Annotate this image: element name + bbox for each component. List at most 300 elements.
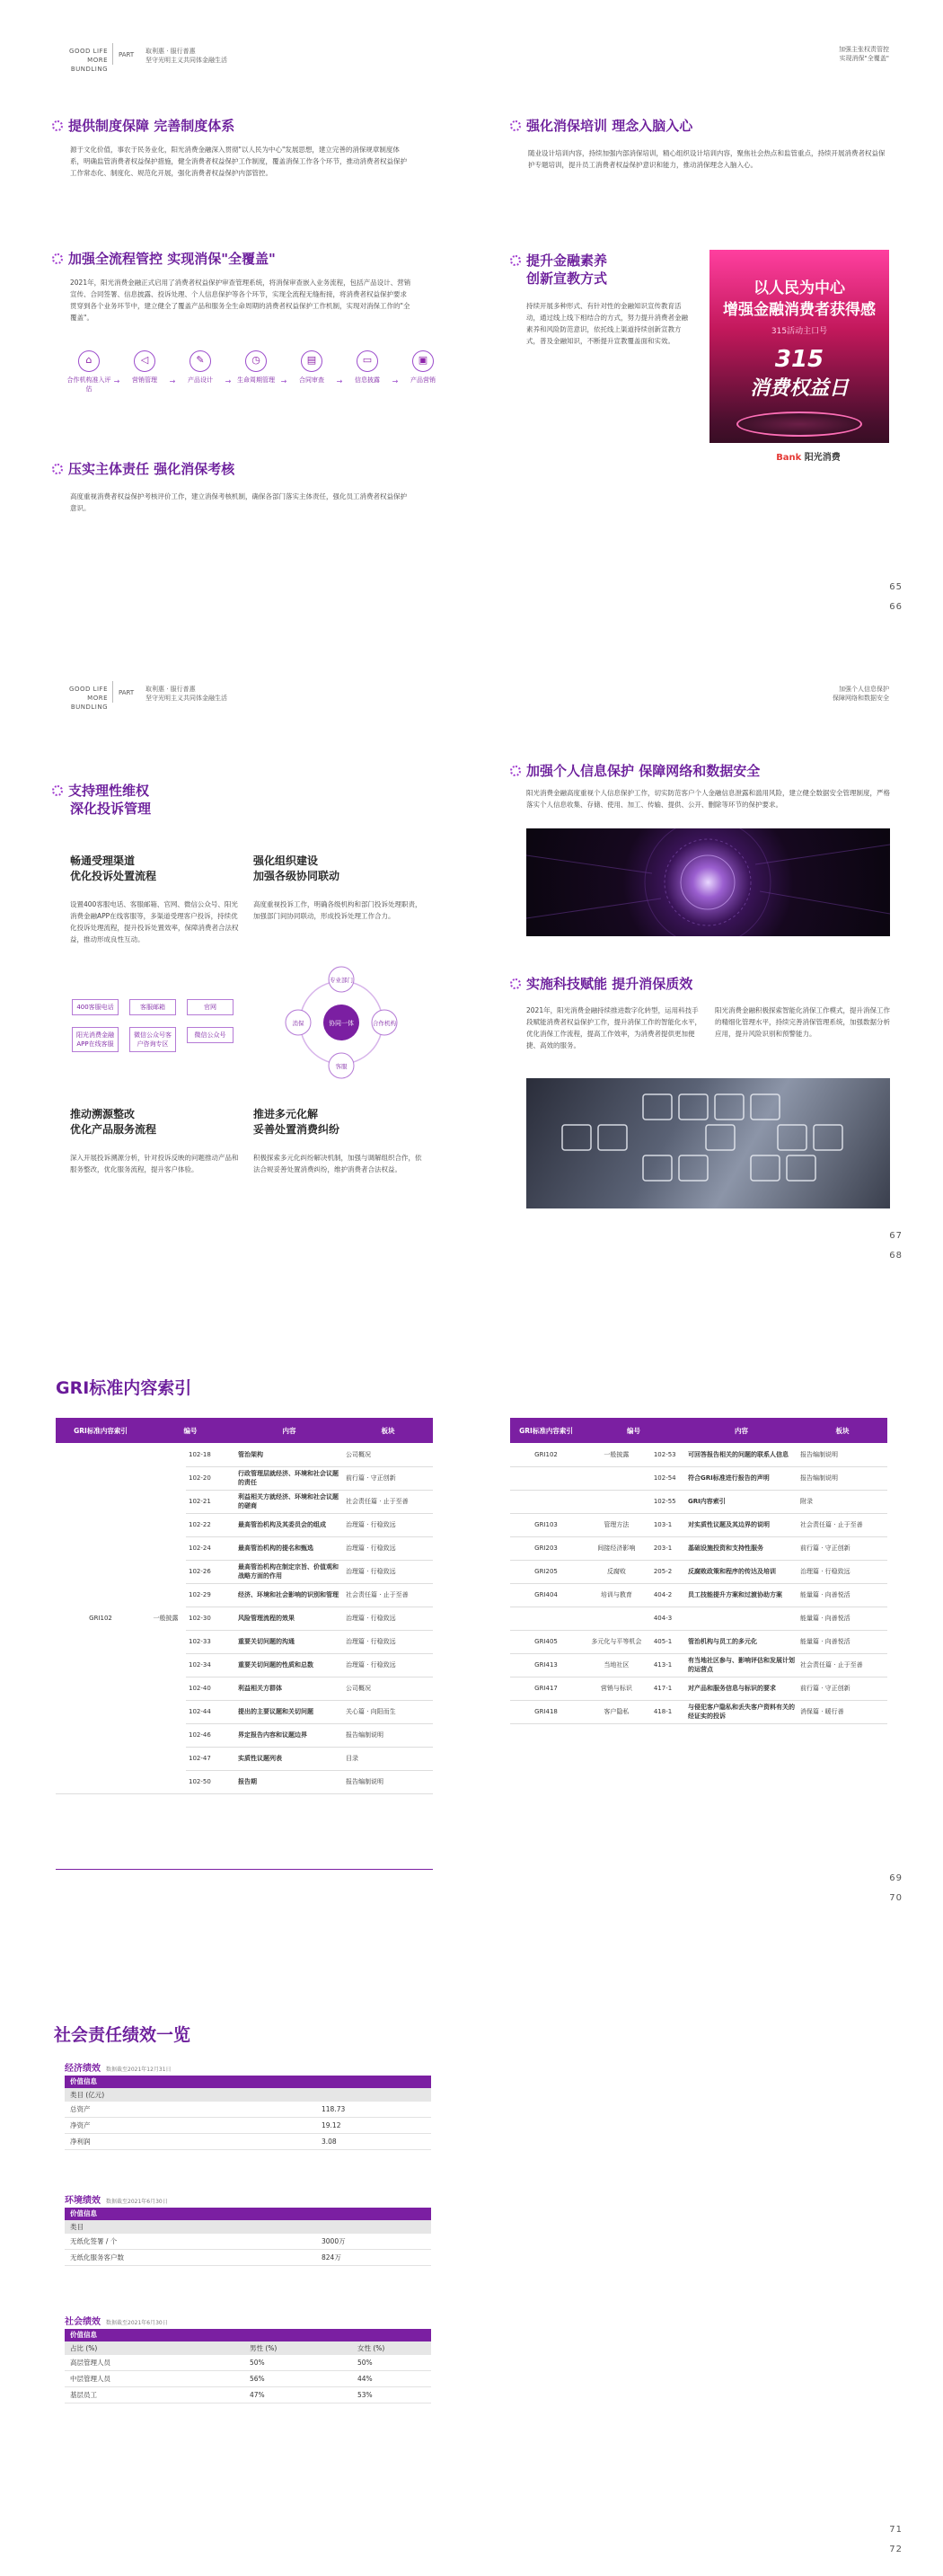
env-heading <box>65 2192 168 2206</box>
cell: 治理篇 · 行稳致远 <box>343 1607 433 1630</box>
soc-heading <box>65 2314 168 2327</box>
cell: 102-54 <box>651 1466 685 1490</box>
dot-icon <box>52 120 63 131</box>
cell: 对实质性议题及其边界的说明 <box>685 1513 798 1536</box>
collaboration-ring <box>269 960 413 1085</box>
cell: 治理篇 · 行稳致远 <box>343 1513 433 1536</box>
process-flow <box>66 350 445 394</box>
cell <box>510 1466 582 1490</box>
cell: GRI103 <box>510 1513 582 1536</box>
table-row <box>510 1630 887 1653</box>
screen-icon: ▭ <box>357 350 378 372</box>
block-text: 高度重视投诉工作，明确各级机构和部门投诉处理职责，加强部门间协同联动，形成投诉处理工作合力。 <box>253 900 422 920</box>
cell: 员工技能提升方案和过渡协助方案 <box>685 1583 798 1607</box>
section-title-text: 加强全流程管控 实现消保"全覆盖" <box>68 251 276 267</box>
block-text: 深入开展投诉溯源分析，针对投诉反映的问题推动产品和服务整改，优化服务流程，提升客户体验。 <box>70 1154 239 1173</box>
env-head <box>65 2220 431 2234</box>
flow-step-label: 产品设计 <box>188 376 213 384</box>
cell: 50% <box>357 2359 373 2367</box>
gri-group: GRI102 <box>56 1443 145 1793</box>
cell: 总资产 <box>70 2105 91 2113</box>
cell: GRI418 <box>510 1700 582 1723</box>
poster-sub: 315活动主口号 <box>771 327 828 336</box>
gri-subgroup: 一般披露 <box>145 1443 186 1793</box>
section-b: 坚守光明主义共同体金融生活 <box>145 57 227 64</box>
cell: 社会责任篇 · 止于至善 <box>798 1513 887 1536</box>
cell: 3000万 <box>322 2237 346 2245</box>
soc-cap: 价值信息 <box>65 2329 431 2341</box>
page-number: 72 <box>889 2545 903 2554</box>
cell: GRI404 <box>510 1583 582 1607</box>
econ-head-text: 类目 (亿元) <box>70 2091 105 2099</box>
table-row <box>510 1466 887 1490</box>
cell: 前行篇 · 守正创新 <box>343 1466 433 1490</box>
col-header: GRI标准内容索引 <box>510 1418 582 1443</box>
ring-left-label: 消保 <box>292 1020 304 1027</box>
cell: 报告编制说明 <box>343 1770 433 1793</box>
channel-tag: 客服邮箱 <box>129 999 176 1015</box>
cell: 多元化与平等机会 <box>582 1630 651 1653</box>
block-text: 设置400客服电话、客服邮箱、官网、微信公众号、阳光消费金融APP在线客服等，多渠道受理客户投诉，持续优化投诉处理流程，提升投诉处置效率，保障消费者合法权益，推动形成良性互动。 <box>70 900 239 943</box>
block-title: 强化组织建设 <box>253 854 319 867</box>
cell: 报告期 <box>235 1770 343 1793</box>
cell: 能量篇 · 向善悦活 <box>798 1630 887 1653</box>
block-title: 推进多元化解 <box>253 1108 319 1120</box>
dot-icon <box>510 120 521 131</box>
cell: 反腐败政策和程序的传达及培训 <box>685 1560 798 1583</box>
table-row <box>65 2118 431 2134</box>
logo-a: Bank <box>776 453 802 463</box>
cell: 824万 <box>322 2253 341 2262</box>
perf-title: 社会责任绩效一览 <box>54 2025 191 2045</box>
arrow-icon: → <box>336 377 343 385</box>
econ-label: 经济绩效 <box>65 2064 101 2074</box>
tech-icons-graphic <box>526 1078 890 1208</box>
cell: 102-24 <box>186 1536 235 1560</box>
cell: 404-2 <box>651 1583 685 1607</box>
col-header: 编号 <box>145 1418 235 1443</box>
econ-cap: 价值信息 <box>65 2076 431 2088</box>
cell: 管理方法 <box>582 1513 651 1536</box>
flow-step <box>178 350 223 385</box>
divider <box>112 43 113 65</box>
cell: 治理篇 · 行稳致远 <box>343 1560 433 1583</box>
cell <box>582 1466 651 1490</box>
cell: 102-33 <box>186 1630 235 1653</box>
table-row <box>65 2102 431 2118</box>
brand-line2: MORE BUNDLING <box>70 695 108 711</box>
flow-step <box>122 350 167 385</box>
cell: 高层管理人员 <box>70 2359 110 2367</box>
section-title-line2: 创新宣教方式 <box>526 270 608 287</box>
page-number: 67 <box>889 1231 903 1241</box>
section-text: 高度重视消费者权益保护考核评价工作，建立消保考核机制，确保各部门落实主体责任，强化员工消费者权益保护意识。 <box>70 492 407 512</box>
section-text: 2021年，阳光消费金融正式启用了消费者权益保护审查管理系统，将消保审查嵌入业务流程，包括产品设计、营销宣传、合同签署、信息披露、投诉处理、个人信息保护等各个环节，实现全流程无缝衔接，将消费者权益保护要求贯穿到各个业务环节中，建立健全了覆盖产品和服务全生命周期的消费者权益保护工作机制，实现对消保工作的"全覆盖"。 <box>70 279 411 322</box>
block-title-2: 加强各级协同联动 <box>253 870 340 882</box>
table-row <box>510 1583 887 1607</box>
gri-table-right <box>510 1418 887 1724</box>
table-row <box>65 2355 431 2371</box>
block-title: 畅通受理渠道 <box>70 854 136 867</box>
cell: 治理篇 · 行稳致远 <box>343 1536 433 1560</box>
flow-step <box>345 350 390 385</box>
cell: 利益相关方就经济、环境和社会议题的磋商 <box>235 1490 343 1513</box>
poster-big1: 315 <box>774 346 824 373</box>
cell: 102-46 <box>186 1723 235 1747</box>
gri-title: GRI标准内容索引 <box>56 1378 192 1398</box>
logo-b: 阳光消费 <box>801 453 841 463</box>
col-header: 内容 <box>235 1418 343 1443</box>
brand-line2: MORE BUNDLING <box>70 57 108 73</box>
cell: 实质性议题列表 <box>235 1747 343 1770</box>
channel-tag: 400客服电话 <box>72 999 119 1015</box>
cell: 利益相关方群体 <box>235 1677 343 1700</box>
soc-note: 数据截至2021年6月30日 <box>106 2320 168 2326</box>
ring-bottom-label: 客服 <box>335 1063 348 1070</box>
table-row <box>510 1513 887 1536</box>
cell: 女性 (%) <box>357 2344 385 2352</box>
pencil-icon: ✎ <box>189 350 211 372</box>
section-title-text: 加强个人信息保护 保障网络和数据安全 <box>526 763 761 779</box>
cell: 公司概况 <box>343 1677 433 1700</box>
env-head-text: 类目 <box>70 2223 84 2231</box>
cell: 治理篇 · 行稳致远 <box>798 1560 887 1583</box>
cell: 最高管治机构及其委员会的组成 <box>235 1513 343 1536</box>
section-title-line2: 深化投诉管理 <box>70 801 152 817</box>
cell: 有当地社区参与、影响评估和发展计划的运营点 <box>685 1653 798 1677</box>
cell <box>685 1607 798 1630</box>
header-right-1: 加强主张权责管控 <box>839 46 889 53</box>
cell <box>582 1607 651 1630</box>
table-row <box>65 2234 431 2250</box>
cell: 102-47 <box>186 1747 235 1770</box>
cell: 102-21 <box>186 1490 235 1513</box>
dot-icon <box>52 253 63 264</box>
poster-stage <box>736 412 862 437</box>
cell: GRI203 <box>510 1536 582 1560</box>
cell: 前行篇 · 守正创新 <box>798 1677 887 1700</box>
arrow-icon: → <box>113 377 120 385</box>
block-text: 积极探索多元化纠纷解决机制，加强与调解组织合作，依法合规妥善处置消费纠纷，维护消费者合法权益。 <box>253 1154 422 1173</box>
econ-table <box>65 2076 431 2150</box>
cell: 男性 (%) <box>250 2344 278 2352</box>
building-icon: ⌂ <box>78 350 100 372</box>
dot-icon <box>52 785 63 796</box>
flow-step-label: 合作机构准入评估 <box>66 376 111 393</box>
cell: GRI405 <box>510 1630 582 1653</box>
cell: 417-1 <box>651 1677 685 1700</box>
block-title-2: 妥善处置消费纠纷 <box>253 1123 340 1136</box>
table-row <box>510 1653 887 1677</box>
circuit-graphic <box>526 828 890 936</box>
cell: 102-34 <box>186 1653 235 1677</box>
cell: 占比 (%) <box>70 2344 98 2352</box>
table-row <box>65 2387 431 2403</box>
cell: GRI205 <box>510 1560 582 1583</box>
cell: 能量篇 · 向善悦活 <box>798 1583 887 1607</box>
part-label: PART <box>119 689 135 696</box>
page-number: 69 <box>889 1873 903 1883</box>
env-table <box>65 2208 431 2266</box>
poster-line2: 增强金融消费者获得感 <box>723 301 876 319</box>
cell: 基础设施投资和支持性服务 <box>685 1536 798 1560</box>
table-row <box>510 1443 887 1466</box>
poster-big2: 消费权益日 <box>749 377 849 400</box>
cell: 培训与教育 <box>582 1583 651 1607</box>
cell: 44% <box>357 2375 373 2383</box>
block-title: 推动溯源整改 <box>70 1108 136 1120</box>
cell: 基层员工 <box>70 2391 97 2399</box>
flow-step-label: 营销管理 <box>132 376 157 384</box>
dot-icon <box>510 255 521 266</box>
cell: 205-2 <box>651 1560 685 1583</box>
cell: 56% <box>250 2375 265 2383</box>
dot-icon <box>52 464 63 474</box>
cell: 报告编制说明 <box>798 1466 887 1490</box>
table-row <box>510 1607 887 1630</box>
table-row <box>510 1677 887 1700</box>
cell: 118.73 <box>322 2105 346 2113</box>
cell <box>510 1490 582 1513</box>
page-number: 68 <box>889 1251 903 1261</box>
section-title-text: 提供制度保障 完善制度体系 <box>68 118 235 134</box>
cell: 405-1 <box>651 1630 685 1653</box>
section-title-text: 提升金融素养 <box>526 252 608 269</box>
soc-label: 社会绩效 <box>65 2317 101 2327</box>
tech-icons-image <box>526 1078 890 1208</box>
cell: 102-22 <box>186 1513 235 1536</box>
cell: 报告编制说明 <box>798 1443 887 1466</box>
cell: 间接经济影响 <box>582 1536 651 1560</box>
section-title <box>510 117 692 135</box>
cell: GRI413 <box>510 1653 582 1677</box>
env-label: 环境绩效 <box>65 2196 101 2206</box>
cell: 公司概况 <box>343 1443 433 1466</box>
brand-line1: GOOD LIFE <box>69 686 108 693</box>
cell: 提出的主要议题和关切问题 <box>235 1700 343 1723</box>
section-text: 阳光消费金融积极探索智能化消保工作模式，提升消保工作的精细化管理水平，持续完善消保管理系统，加强数据分析应用，提升风险识别和预警能力。 <box>715 1006 890 1038</box>
cell: 目录 <box>343 1747 433 1770</box>
cell: 19.12 <box>322 2121 341 2129</box>
section-title <box>52 460 234 478</box>
cell <box>510 1607 582 1630</box>
part-label: PART <box>119 51 135 58</box>
cell: 102-55 <box>651 1490 685 1513</box>
col-header: 板块 <box>343 1418 433 1443</box>
section-title-text: 压实主体责任 强化消保考核 <box>68 461 235 477</box>
channel-tag: 官网 <box>187 999 234 1015</box>
cell: 当地社区 <box>582 1653 651 1677</box>
cell: 50% <box>250 2359 265 2367</box>
cell: 53% <box>357 2391 373 2399</box>
cell: 行政管理层就经济、环境和社会议题的责任 <box>235 1466 343 1490</box>
channel-tag: 阳光消费金融APP在线客服 <box>72 1027 119 1052</box>
section-title <box>510 252 607 270</box>
cell: 102-20 <box>186 1466 235 1490</box>
cell: 3.08 <box>322 2138 337 2146</box>
poster-line1: 以人民为中心 <box>754 279 845 297</box>
section-text: 随业设计培训内容，持续加强内部消保培训，精心组织设计培训内容，聚焦社会热点和监管重点，持续开展消费者权益保护专题培训，提升员工消费者权益保护意识和能力，推动消保理念入脑入心。 <box>528 149 886 169</box>
cell: 净利润 <box>70 2138 91 2146</box>
cell: 社会责任篇 · 止于至善 <box>343 1583 433 1607</box>
ring-center-label: 协同一体 <box>329 1020 354 1027</box>
cell: 反腐败 <box>582 1560 651 1583</box>
section-title <box>510 762 760 780</box>
header-right-2: 保障网络和数据安全 <box>833 695 889 702</box>
section-text: 2021年，阳光消费金融持续推进数字化转型，运用科技手段赋能消费者权益保护工作，提升消保工作的智能化水平，优化消保工作流程，提高工作效率，为消费者提供更加便捷、高效的服务。 <box>526 1006 701 1049</box>
cell: 102-44 <box>186 1700 235 1723</box>
flow-step-label: 信息披露 <box>355 376 380 384</box>
cell: 管治架构 <box>235 1443 343 1466</box>
page-number: 66 <box>889 602 903 612</box>
cell: 社会责任篇 · 止于至善 <box>343 1490 433 1513</box>
header-right-1: 加强个人信息保护 <box>839 686 889 693</box>
cell: 203-1 <box>651 1536 685 1560</box>
cell: 可回答报告相关的问题的联系人信息 <box>685 1443 798 1466</box>
cell: 客户隐私 <box>582 1700 651 1723</box>
cell: 管治机构与员工的多元化 <box>685 1630 798 1653</box>
section-a: 取利惠 · 服行普惠 <box>145 686 196 693</box>
card-icon: ▣ <box>412 350 434 372</box>
soc-table <box>65 2329 431 2403</box>
section-title <box>52 117 234 135</box>
cell: GRI内容索引 <box>685 1490 798 1513</box>
cell: 治理篇 · 行稳致远 <box>343 1653 433 1677</box>
gri-left-body <box>56 1443 433 1793</box>
cell: 社会责任篇 · 止于至善 <box>798 1653 887 1677</box>
cell: 界定报告内容和议题边界 <box>235 1723 343 1747</box>
header-right <box>790 45 889 63</box>
cell: 符合GRI标准进行报告的声明 <box>685 1466 798 1490</box>
page-number: 65 <box>889 582 903 592</box>
flow-step-label: 生命周期管理 <box>237 376 275 384</box>
document-icon: ▤ <box>301 350 322 372</box>
cell: 47% <box>250 2391 265 2399</box>
section-title-text: 实施科技赋能 提升消保质效 <box>526 976 693 992</box>
cell: 关心篇 · 向阳而生 <box>343 1700 433 1723</box>
econ-note: 数据截至2021年12月31日 <box>106 2067 172 2073</box>
section-text: 持续开展多种形式、有针对性的金融知识宣传教育活动，通过线上线下相结合的方式，努力提升消费者金融素养和风险防范意识，依托线上渠道持续创新宣教方式，普及金融知识，不断提升宣教覆盖面和实效。 <box>526 302 688 345</box>
cell: 重要关切问题的性质和总数 <box>235 1653 343 1677</box>
dot-icon <box>510 978 521 989</box>
block-title-2: 优化产品服务流程 <box>70 1123 157 1136</box>
cell: 102-30 <box>186 1607 235 1630</box>
brand-line1: GOOD LIFE <box>69 48 108 55</box>
ring-top-label: 专业部门 <box>330 977 353 984</box>
cell: GRI102 <box>510 1443 582 1466</box>
flow-step <box>289 350 334 385</box>
col-header: 编号 <box>582 1418 685 1443</box>
cell: 经济、环境和社会影响的识别和管理 <box>235 1583 343 1607</box>
table-row <box>510 1490 887 1513</box>
table-row <box>56 1443 433 1466</box>
section-b: 坚守光明主义共同体金融生活 <box>145 695 227 702</box>
arrow-icon: → <box>225 377 232 385</box>
econ-head <box>65 2088 431 2102</box>
campaign-poster <box>709 250 889 479</box>
econ-heading <box>65 2060 172 2074</box>
block-title-2: 优化投诉处置流程 <box>70 870 157 882</box>
cell: 无纸化服务客户数 <box>70 2253 124 2262</box>
divider <box>112 681 113 703</box>
cell: 103-1 <box>651 1513 685 1536</box>
cell: 102-26 <box>186 1560 235 1583</box>
soc-head <box>65 2341 431 2355</box>
cell: 418-1 <box>651 1700 685 1723</box>
flow-step-label: 产品营销 <box>410 376 436 384</box>
page-number: 70 <box>889 1893 903 1903</box>
flow-step <box>66 350 111 394</box>
col-header: 内容 <box>685 1418 798 1443</box>
cell: 最高管治机构在制定宗旨、价值观和战略方面的作用 <box>235 1560 343 1583</box>
section-a: 取利惠 · 服行普惠 <box>145 48 196 55</box>
table-row <box>65 2250 431 2266</box>
cell: 102-40 <box>186 1677 235 1700</box>
cell: 102-50 <box>186 1770 235 1793</box>
env-note: 数据截至2021年6月30日 <box>106 2199 168 2205</box>
cell: 404-3 <box>651 1607 685 1630</box>
cell: 对产品和服务信息与标识的要求 <box>685 1677 798 1700</box>
ring-right-label: 合作机构 <box>373 1020 396 1027</box>
cell: 102-18 <box>186 1443 235 1466</box>
clock-icon: ◷ <box>245 350 267 372</box>
gri-table-left <box>56 1418 433 1794</box>
cell: 与侵犯客户隐私和丢失客户资料有关的经证实的投诉 <box>685 1700 798 1723</box>
cell: 一般披露 <box>582 1443 651 1466</box>
section-title-text: 支持理性维权 <box>68 783 150 799</box>
table-row <box>510 1560 887 1583</box>
table-row <box>65 2134 431 2150</box>
cell: 能量篇 · 向善悦活 <box>798 1607 887 1630</box>
flow-step <box>401 350 445 385</box>
data-security-image <box>526 828 890 936</box>
header-right-2: 实现消保"全覆盖" <box>839 55 889 62</box>
section-title <box>510 975 692 993</box>
cell: 102-53 <box>651 1443 685 1466</box>
cell: 413-1 <box>651 1653 685 1677</box>
cell: 营销与标识 <box>582 1677 651 1700</box>
header-right <box>790 685 889 703</box>
section-title <box>52 250 276 268</box>
cell: 重要关切问题的沟通 <box>235 1630 343 1653</box>
cell: 消保篇 · 暖行善 <box>798 1700 887 1723</box>
cell: 净资产 <box>70 2121 91 2129</box>
megaphone-icon: ◁ <box>134 350 155 372</box>
table-bottom-line <box>56 1869 433 1870</box>
table-row <box>510 1700 887 1723</box>
dot-icon <box>510 766 521 776</box>
cell: 最高管治机构的提名和甄选 <box>235 1536 343 1560</box>
cell: 治理篇 · 行稳致远 <box>343 1630 433 1653</box>
table-row <box>65 2371 431 2387</box>
page-number: 71 <box>889 2525 903 2535</box>
cell: GRI417 <box>510 1677 582 1700</box>
arrow-icon: → <box>169 377 176 385</box>
bank-logo <box>763 449 853 463</box>
cell <box>582 1490 651 1513</box>
col-header: 板块 <box>798 1418 887 1443</box>
channel-tag: 微信公众号 <box>187 1027 234 1043</box>
flow-step-label: 合同审查 <box>299 376 324 384</box>
section-title-text: 强化消保培训 理念入脑入心 <box>526 118 693 134</box>
flow-step <box>234 350 278 385</box>
cell: 风险管理流程的效果 <box>235 1607 343 1630</box>
arrow-icon: → <box>280 377 287 385</box>
channel-tag: 微信公众号客户咨询专区 <box>129 1027 176 1052</box>
cell: 102-29 <box>186 1583 235 1607</box>
col-header: GRI标准内容索引 <box>56 1418 145 1443</box>
cell: 无纸化签署 / 个 <box>70 2237 118 2245</box>
